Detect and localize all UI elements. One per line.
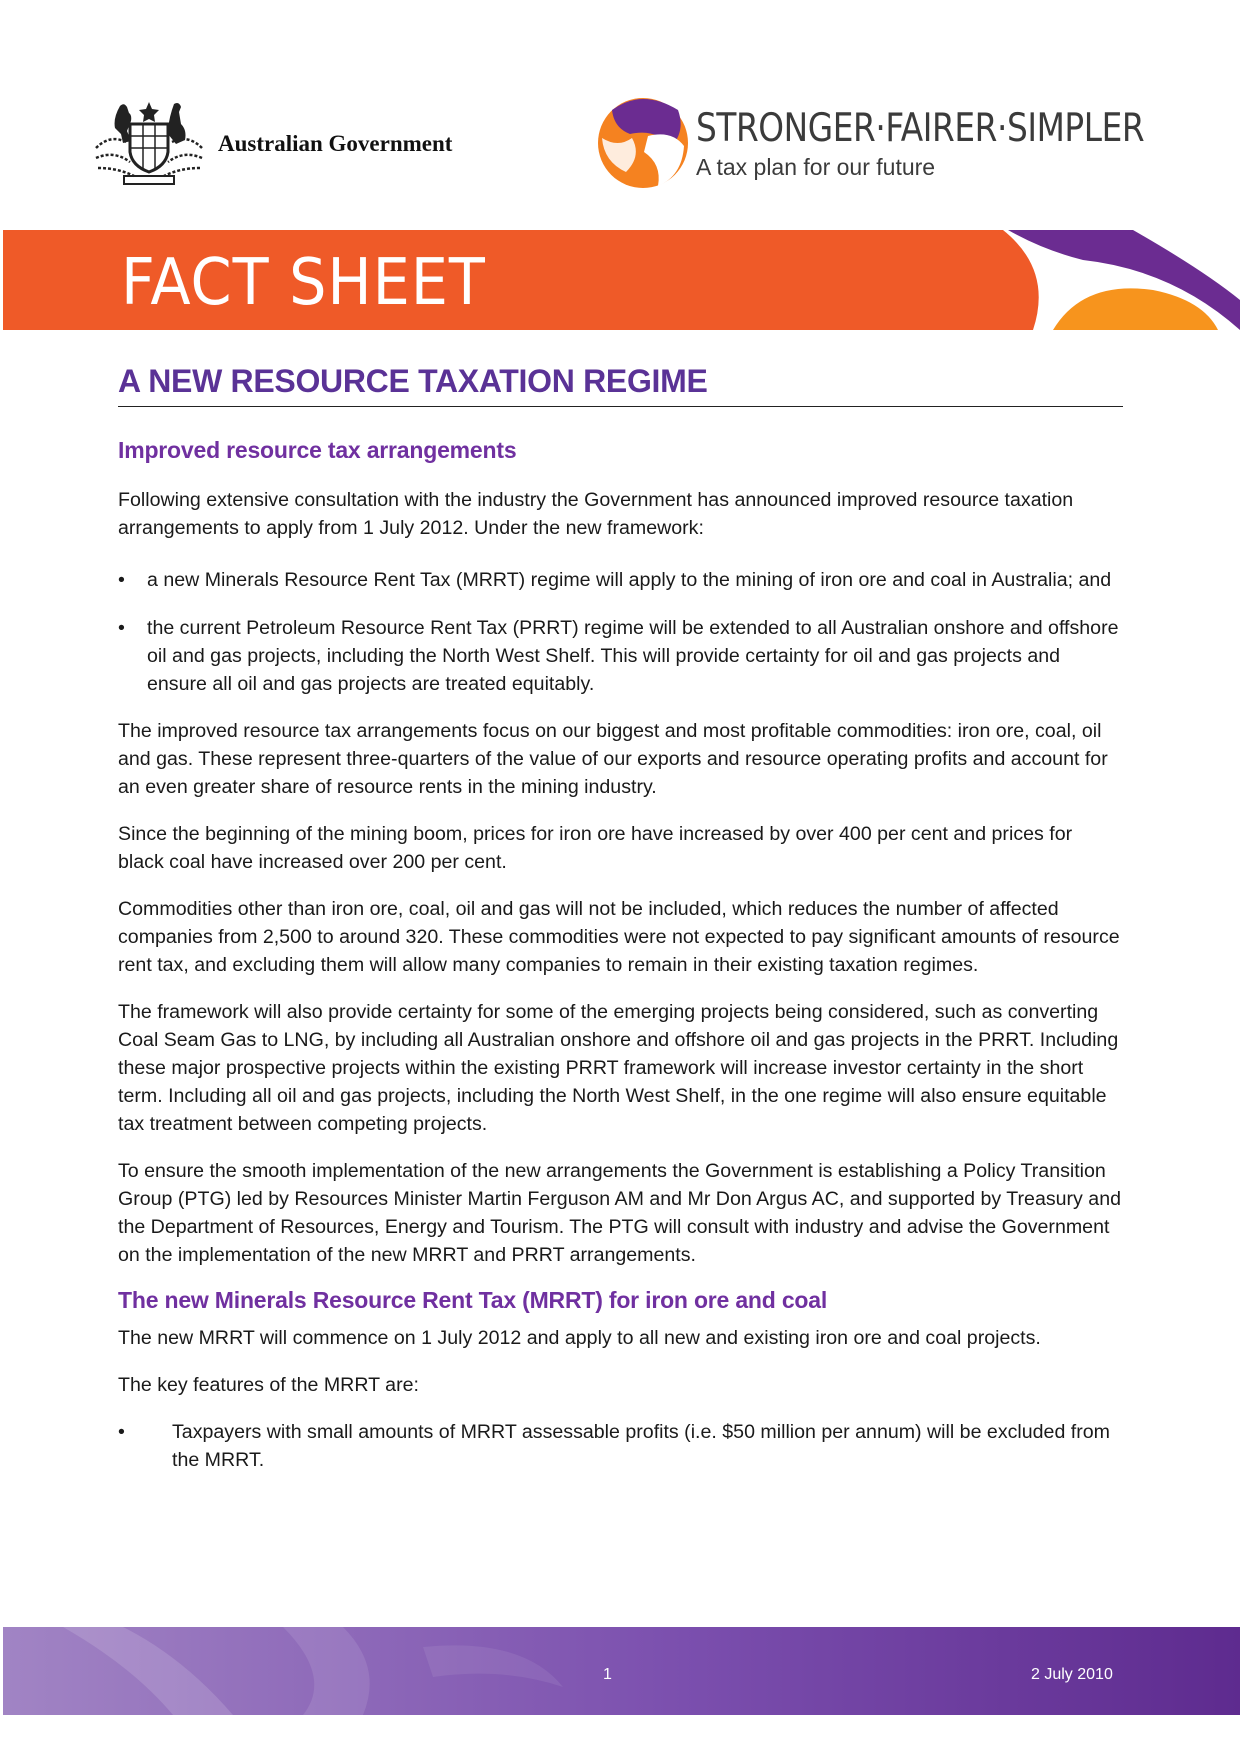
document-title: A NEW RESOURCE TAXATION REGIME — [118, 363, 1123, 407]
tax-plan-logo — [592, 92, 1152, 194]
list-item — [118, 1418, 1123, 1474]
coat-of-arms-icon — [90, 98, 208, 190]
section-heading-improved-arrangements: Improved resource tax arrangements — [118, 437, 517, 463]
logo-subtitle: A tax plan for our future — [696, 154, 936, 180]
paragraph: Since the beginning of the mining boom, prices for iron ore have increased by over 400 per cent and prices for black coal have increased over 200 per cent. — [118, 823, 1073, 873]
framework-bullet-list — [118, 566, 1123, 698]
page-number: 1 — [603, 1666, 612, 1683]
key-features-paragraph: The key features of the MRRT are: — [118, 1374, 419, 1396]
section-heading-mrrt: The new Minerals Resource Rent Tax (MRRT) for iron ore and coal — [118, 1287, 828, 1313]
paragraph: The improved resource tax arrangements focus on our biggest and most profitable commodities: iron ore, coal, oil and gas. These represent three-quarters of the value of our exports and resource operating profits and account for an even greater share of resource rents in the mining industry. — [118, 720, 1108, 798]
footer-date: 2 July 2010 — [1031, 1666, 1113, 1683]
swirl-logo-icon — [592, 92, 694, 194]
list-item-text: the current Petroleum Resource Rent Tax (PRRT) regime will be extended to all Australian onshore and offshore oil and gas projects, including the North West Shelf. This will provide certainty for oil and gas projects and ensure all oil and gas projects are treated equitably. — [147, 617, 1119, 695]
bullet-marker: • — [118, 617, 125, 639]
banner-title: FACT SHEET — [121, 246, 486, 320]
government-name: Australian Government — [218, 131, 453, 156]
mrrt-features-list — [118, 1418, 1123, 1474]
list-item — [118, 614, 1123, 698]
paragraph: Commodities other than iron ore, coal, oil and gas will not be included, which reduces the number of affected companies from 2,500 to around 320. These commodities were not expected to pay significant amounts of resource rent tax, and excluding them will allow many companies to remain in their existing taxation regimes. — [118, 898, 1120, 976]
intro-paragraph: Following extensive consultation with the industry the Government has announced improved resource taxation arrangements to apply from 1 July 2012. Under the new framework: — [118, 489, 1074, 539]
bullet-marker: • — [118, 569, 125, 591]
page-footer — [3, 1627, 1240, 1715]
paragraph: To ensure the smooth implementation of the new arrangements the Government is establishing a Policy Transition Group (PTG) led by Resources Minister Martin Ferguson AM and Mr Don Argus AC, and supported by Treasury and the Department of Resources, Energy and Tourism. The PTG will consult with industry and advise the Government on the implementation of the new MRRT and PRRT arrangements. — [118, 1160, 1121, 1266]
list-item — [118, 566, 1123, 594]
paragraph: The framework will also provide certainty for some of the emerging projects being considered, such as converting Coal Seam Gas to LNG, by including all Australian onshore and offshore oil and gas projects in the PRRT. Including these major prospective projects within the existing PRRT framework will increase investor certainty in the short term. Including all oil and gas projects, including the North West Shelf, in the one regime will also ensure equitable tax treatment between competing projects. — [118, 1001, 1119, 1135]
mrrt-intro-paragraph: The new MRRT will commence on 1 July 2012 and apply to all new and existing iron ore and coal projects. — [118, 1327, 1041, 1349]
document-body — [118, 355, 1123, 1474]
bullet-marker: • — [118, 1421, 125, 1443]
fact-sheet-banner — [3, 230, 1240, 330]
australian-government-logo — [90, 98, 470, 190]
list-item-text: Taxpayers with small amounts of MRRT assessable profits (i.e. $50 million per annum) will be excluded from the MRRT. — [172, 1421, 1110, 1471]
logo-title: STRONGER·FAIRER·SIMPLER — [696, 106, 1145, 151]
list-item-text: a new Minerals Resource Rent Tax (MRRT) regime will apply to the mining of iron ore and coal in Australia; and — [147, 569, 1112, 591]
